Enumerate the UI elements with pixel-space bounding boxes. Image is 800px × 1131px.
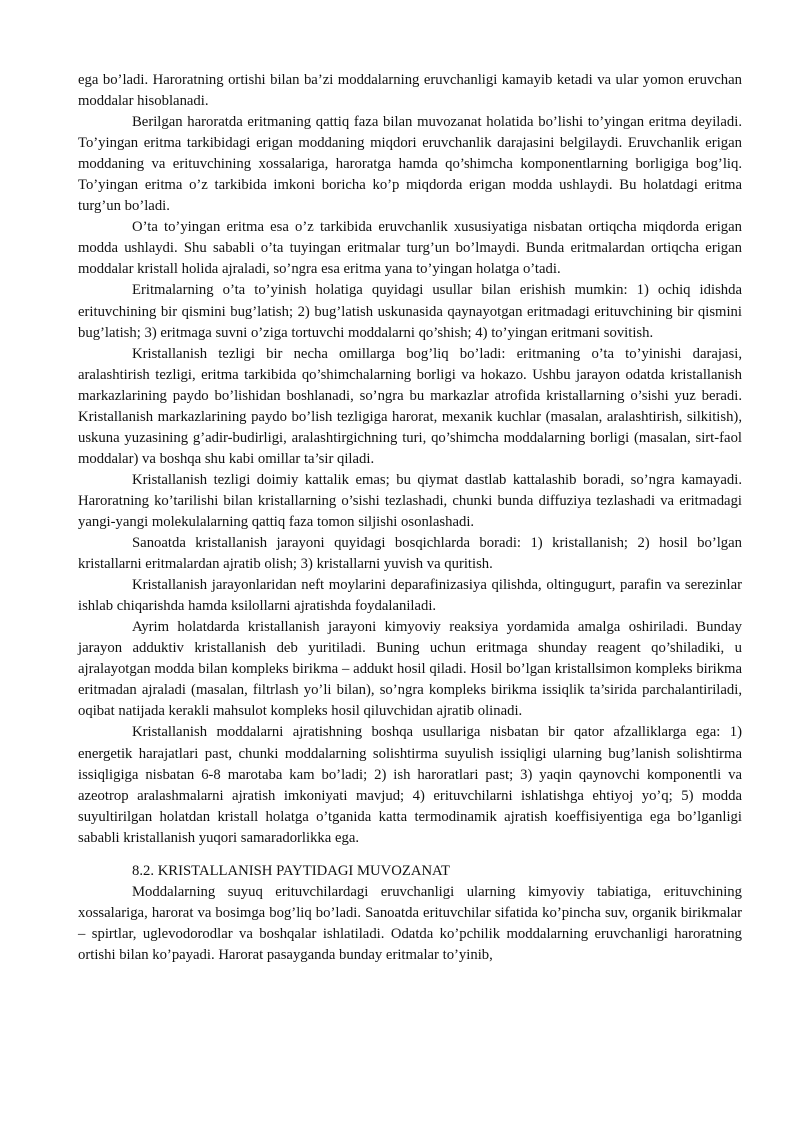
paragraph-continuation: ega bo’ladi. Haroratning ortishi bilan ba’zi moddalarning eruvchanligi kamayib ketadi va ular yomon eruvchan moddalar hisoblanadi. (78, 72, 742, 110)
paragraph-crystallization-rate: Kristallanish tezligi bir necha omillarga bog’liq bo’ladi: eritmaning o’ta to’yinishi darajasi, aralashtirish tezligi, eritma tarkibida qo’shimchalarning borligi va hokazo. Ushbu jarayon odatda kristallanish markazlarining paydo bo’lishidan boshlanadi, so’ngra bu markazlar atrofida kristallarning o’sishi yuz beradi. Kristallanish markazlarining paydo bo’lish tezligiga harorat, mexanik kuchlar (masalan, aralashtirish, silkitish), uskuna yuzasining g’adir-budirligi, aralashtirgichning turi, qo’shimcha moddalarning borligi (masalan, sirt-faol moddalar) va boshqa shu kabi omillar ta’sir qiladi. (78, 345, 742, 467)
paragraph-supersaturation-methods: Eritmalarning o’ta to’yinish holatiga quyidagi usullar bilan erishish mumkin: 1) ochiq idishda erituvchining bir qismini bug’latish; 2) bug’latish uskunasida qaynayotgan eritmadagi erituvchining bir qismini bug’latish; 3) eritmaga suvni o’ziga tortuvchi moddalarni qo’shish; 4) to’yingan eritmani sovitish. (78, 282, 742, 341)
paragraph-industrial-stages: Sanoatda kristallanish jarayoni quyidagi bosqichlarda boradi: 1) kristallanish; 2) hosil bo’lgan kristallarni eritmalardan ajratib olish; 3) kristallarni yuvish va quritish. (78, 535, 742, 573)
paragraph-solubility: Moddalarning suyuq erituvchilardagi eruvchanligi ularning kimyoviy tabiatiga, erituvchining xossalariga, harorat va bosimga bog’liq bo’ladi. Sanoatda erituvchilar sifatida ko’pincha suv, organik birikmalar – spirtlar, uglevodorodlar va boshqalar ishlatiladi. Odatda ko’pchilik moddalarning eruvchanligi haroratning ortishi bilan ko’payadi. Harorat pasayganda bunday eritmalar to’yinib, (78, 883, 742, 963)
paragraph-advantages: Kristallanish moddalarni ajratishning boshqa usullariga nisbatan bir qator afzalliklarga ega: 1) energetik harajatlari past, chunki moddalarning solishtirma suyulish issiqligi ularning bug’lanish solishtirma issiqligiga nisbatan 6-8 marotaba kam bo’ladi; 2) ish haroratlari past; 3) yaqin qaynovchi komponentli va azeotrop aralashmalarni ajratish imkoniyati mavjud; 4) erituvchilarni ishlatishga ehtiyoj yo’q; 5) modda suyultirilgan holatdan kristall holatga o’tganida katta termodinamik ajratish koeffisiyentiga ega bo’lganligi sababli kristallanish yuqori samaradorlikka ega. (78, 724, 742, 846)
paragraph-rate-variation: Kristallanish tezligi doimiy kattalik emas; bu qiymat dastlab kattalashib boradi, so’ngra kamayadi. Haroratning ko’tarilishi bilan kristallarning o’sishi tezlashadi, chunki bunda diffuziya tezlashadi va eritmadagi yangi-yangi molekulalarning qattiq faza tomon siljishi osonlashadi. (78, 471, 742, 530)
paragraph-supersaturated-solution: O’ta to’yingan eritma esa o’z tarkibida eruvchanlik xususiyatiga nisbatan ortiqcha miqdorda erigan modda ushlaydi. Shu sababli o’ta tuyingan eritmalar turg’un bo’lmaydi. Bunda eritmalardan ortiqcha erigan moddalar kristall holida ajraladi, so’ngra esa eritma yana to’yingan holatga o’tadi. (78, 219, 742, 278)
paragraph-saturated-solution: Berilgan haroratda eritmaning qattiq faza bilan muvozanat holatida bo’lishi to’yingan eritma deyiladi. To’yingan eritma tarkibidagi erigan moddaning miqdori eruvchanlik darajasini belgilaydi. Eruvchanlik erigan moddaning va erituvchining xossalariga, haroratga hamda qo’shimcha komponentlarning borligiga bog’liq. To’yingan eritma o’z tarkibida imkoni boricha ko’p miqdorda erigan modda ushlaydi. Bu holatdagi eritma turg’un bo’ladi. (78, 114, 742, 215)
section-heading: 8.2. KRISTALLANISH PAYTIDAGI MUVOZANAT (132, 862, 451, 879)
paragraph-applications: Kristallanish jarayonlaridan neft moylarini deparafinizasiya qilishda, oltingugurt, parafin va serezinlar ishlab chiqarishda hamda ksilollarni ajratishda foydalaniladi. (78, 577, 742, 615)
paragraph-adductive-crystallization: Ayrim holatdarda kristallanish jarayoni kimyoviy reaksiya yordamida amalga oshiriladi. Bunday jarayon adduktiv kristallanish deb yuritiladi. Buning uchun eritmaga shunday reagent qo’shiladiki, u ajralayotgan modda bilan kompleks birikma – addukt hosil qiladi. Hosil bo’lgan kristallsimon kompleks birikma eritmadan ajraladi (masalan, filtrlash yo’li bilan), so’ngra kompleks birikma issiqlik ta’sirida parchalantiriladi, oqibat natijada kerakli mahsulot kompleks hosil qiluvchidan ajratib olinadi. (78, 619, 742, 720)
